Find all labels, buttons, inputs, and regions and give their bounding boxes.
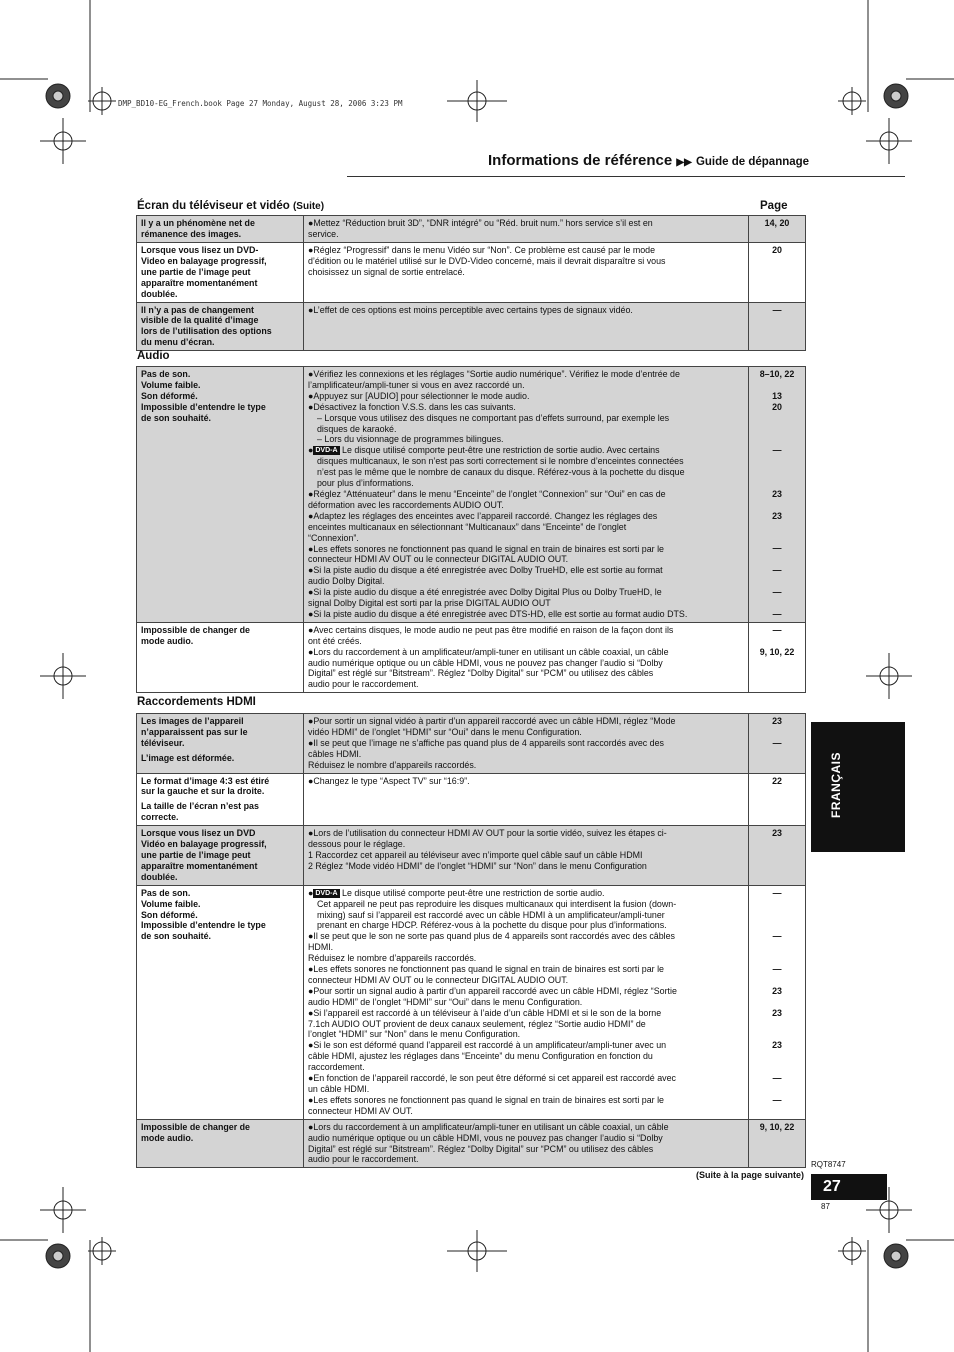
text-line: ●Avec certains disques, le mode audio ne peut pas être modifié en raison de la façon dont ils: [308, 624, 674, 635]
text-line: pour plus d’informations.: [317, 478, 414, 489]
text-line: connecteur HDMI AV OUT ou le connecteur DIGITAL AUDIO OUT.: [308, 974, 569, 985]
text-line: câbles HDMI.: [308, 748, 362, 759]
troubleshooting-table-audio: [136, 366, 806, 693]
text-line: audio numérique optique ou un câble HDMI, vous ne pouvez pas changer l’audio si “Dolby: [308, 1132, 663, 1143]
text-line: ●Réglez “Atténuateur” dans le menu “Enceinte” de l’onglet “Connexion” sur “Oui” en cas de: [308, 488, 666, 499]
page-ref: —: [749, 302, 806, 351]
page-ref: —: [772, 737, 782, 748]
text-line: une partie de l’image peut: [141, 849, 251, 860]
text-line: ●L’effet de ces options est moins perceptible avec certains types de signaux vidéo.: [308, 304, 633, 315]
crosshair-icon: [40, 653, 86, 699]
page-ref: 23: [772, 510, 782, 521]
page-ref: —: [772, 565, 782, 576]
table-row: [137, 885, 806, 1119]
text-line: mixing) sauf si l’appareil est raccordé avec un câble HDMI à un amplificateur/ampli-tuner: [317, 909, 665, 920]
text-line: ●Appuyez sur [AUDIO] pour sélectionner le mode audio.: [308, 390, 530, 401]
text-line: 7.1ch AUDIO OUT provient de deux canaux seulement, réglez “Sortie audio HDMI” de: [308, 1018, 646, 1029]
troubleshooting-table-ecran: [136, 215, 806, 351]
solution-cell: [304, 1119, 749, 1168]
text-line: d’édition ou le matériel utilisé sur le DVD-Video concerné, mais il devrait disparaître si vous: [308, 255, 666, 266]
problem-cell: [137, 1119, 304, 1168]
page-ref: —: [772, 887, 782, 898]
text-line: 1 Raccordez cet appareil au téléviseur avec n’importe quel câble sauf un câble HDMI: [308, 849, 643, 860]
page-ref-column: [749, 714, 806, 774]
table-row: [137, 367, 806, 623]
section-title-ecran: [137, 200, 324, 212]
problem-cell: [137, 885, 304, 1119]
crosshair-icon: [447, 80, 507, 122]
crosshair-icon: [866, 653, 912, 699]
page-ref: 23: [772, 488, 782, 499]
table-row: [137, 826, 806, 886]
table-row: [137, 1119, 806, 1168]
page-ref-column: [749, 367, 806, 623]
text-line: enceintes multicanaux en sélectionnant “Multicanaux” dans “Enceinte” de l’onglet: [308, 521, 627, 532]
text-line: ●Changez le type “Aspect TV” sur “16:9”.: [308, 775, 470, 786]
text-line: Il y a un phénomène net de: [141, 218, 255, 228]
text-line: – Lors du visionnage de programmes bilingues.: [317, 434, 504, 445]
text-line: Réduisez le nombre d’appareils raccordés.: [308, 953, 477, 964]
registration-mark-icon: [884, 84, 908, 108]
crosshair-icon: [88, 87, 116, 115]
crosshair-icon: [838, 87, 866, 115]
text-line: choisissez un signal de sortie entrelacé.: [308, 266, 465, 277]
text-line: ●Mettez “Réduction bruit 3D”, “DNR intégré” ou “Réd. bruit num.” hors service s’il est en: [308, 218, 653, 228]
text-line: Il n’y a pas de changement: [141, 304, 254, 315]
table-row: [137, 243, 806, 303]
text-line: Impossible de changer de: [141, 1121, 250, 1132]
text-line: ●Il se peut que l’image ne s’affiche pas quand plus de 4 appareils sont raccordés avec des: [308, 737, 664, 748]
text-line: ●Pour sortir un signal vidéo à partir d’un appareil raccordé avec un câble HDMI, réglez “Mode: [308, 716, 676, 726]
text-line: Digital” est réglé sur “Bitstream”. Réglez “Dolby Digital” sur “PCM” ou utilisez des câbles: [308, 1143, 654, 1154]
text-line: sur la gauche et sur la droite.: [141, 786, 265, 797]
dvd-audio-badge: DVD-A: [315, 447, 338, 455]
page-ref: —: [772, 586, 782, 597]
text-line: ●Désactivez la fonction V.S.S. dans les cas suivants.: [308, 401, 516, 412]
text-line: n’est pas le même que le nombre de canaux du disque. Référez-vous à la pochette du disque: [317, 467, 685, 478]
solution-cell: [304, 773, 749, 826]
problem-cell: [137, 714, 304, 774]
registration-mark-icon: [884, 1244, 908, 1268]
document-code: RQT8747: [811, 1160, 846, 1169]
page-column-label: Page: [760, 200, 788, 212]
header-subtitle: Guide de dépannage: [695, 156, 810, 168]
text-line: doublée.: [141, 288, 178, 299]
text-line: HDMI.: [308, 942, 334, 953]
text-line: disques de karaoké.: [317, 423, 397, 434]
text-line: ●Pour sortir un signal audio à partir d’un appareil raccordé avec un câble HDMI, réglez “Sortie: [308, 985, 677, 996]
solution-cell: [304, 367, 749, 623]
text-line: lors de l’utilisation des options: [141, 326, 272, 337]
page-ref: —: [772, 543, 782, 554]
section-title-audio: Audio: [137, 350, 170, 362]
page-ref: 22: [749, 773, 806, 826]
double-arrow-icon: ▶▶: [676, 157, 692, 168]
text-line: ●Les effets sonores ne fonctionnent pas quand le signal en train de binaires est sorti par le: [308, 543, 664, 554]
text-line: – Lorsque vous utilisez des disques ne comportant pas d’effets surround, par exemple les: [317, 412, 670, 423]
text-line: disques multicanaux, le son n’est pas sorti correctement si le nombre d’enceintes connectées: [317, 456, 684, 467]
problem-cell: [137, 622, 304, 692]
text-line: connecteur HDMI AV OUT ou le connecteur DIGITAL AUDIO OUT.: [308, 554, 569, 565]
page-ref: —: [772, 1094, 782, 1105]
page-ref: 23: [772, 985, 782, 996]
problem-cell: [137, 773, 304, 826]
section-title-text: Écran du téléviseur et vidéo: [137, 200, 290, 212]
text-line: Vidéo en balayage progressif,: [141, 839, 267, 850]
page-ref: 9, 10, 22: [759, 646, 795, 657]
solution-cell: [304, 243, 749, 303]
solution-line: ● DVD-A Le disque utilisé comporte peut-être une restriction de sortie audio. Avec certains: [308, 445, 660, 456]
text-line: déformation avec les raccordements AUDIO OUT.: [308, 499, 504, 510]
page-ref: —: [772, 624, 782, 635]
page-number-small: 87: [821, 1202, 830, 1211]
text-line: apparaître momentanément: [141, 860, 258, 871]
crosshair-icon: [40, 118, 86, 164]
text-line: ●Si la piste audio du disque a été enregistrée avec Dolby Digital Plus ou Dolby TrueHD, le: [308, 587, 662, 598]
page-ref: 9, 10, 22: [749, 1119, 806, 1168]
text-line: mode audio.: [141, 635, 194, 646]
problem-cell: [137, 302, 304, 351]
text-line: doublée.: [141, 871, 178, 882]
crosshair-icon: [40, 1187, 86, 1233]
text-line: audio Dolby Digital.: [308, 576, 385, 587]
page-ref-column: [749, 622, 806, 692]
text-line: audio HDMI” de l’onglet “HDMI” sur “Oui” dans le menu Configuration.: [308, 996, 583, 1007]
table-row: [137, 216, 806, 243]
text-line: ●Si le son est déformé quand l’appareil est raccordé à un amplificateur/ampli-tuner avec un: [308, 1040, 667, 1051]
text-line: l’amplificateur/ampli-tuner si vous en avez raccordé un.: [308, 379, 525, 390]
table-row: [137, 714, 806, 774]
text-line: dessous pour le réglage.: [308, 839, 406, 850]
text-line: câble HDMI, ajustez les réglages dans “Enceinte” du menu Configuration en fonction du: [308, 1051, 653, 1062]
page-ref: 23: [772, 1040, 782, 1051]
text-line: ●Lors du raccordement à un amplificateur/ampli-tuner en utilisant un câble coaxial, un câble: [308, 646, 669, 657]
text-line: téléviseur.: [141, 737, 185, 748]
text-line: Son déformé.: [141, 390, 198, 401]
text-line: Lorsque vous lisez un DVD-: [141, 245, 259, 255]
text-line: audio pour le raccordement.: [308, 679, 419, 690]
text-line: signal Dolby Digital est sorti par la prise DIGITAL AUDIO OUT: [308, 598, 551, 609]
page-ref: 20: [772, 401, 782, 412]
text-line: visible de la qualité d’image: [141, 315, 259, 326]
text-line: n’apparaissent pas sur le: [141, 726, 248, 737]
text-line: Son déformé.: [141, 909, 198, 920]
text-line: ●Réglez “Progressif” dans le menu Vidéo sur “Non”. Ce problème est causé par le mode: [308, 245, 656, 255]
text-line: Impossible d’entendre le type: [141, 401, 266, 412]
text-line: connecteur HDMI AV OUT.: [308, 1105, 413, 1116]
text-line: Video en balayage progressif,: [141, 255, 267, 266]
text-line: une partie de l’image peut: [141, 266, 251, 277]
dvd-audio-badge: DVD-A: [315, 889, 338, 897]
text-line: ●Si la piste audio du disque a été enregistrée avec Dolby TrueHD, elle est sortie au format: [308, 565, 663, 576]
text-line: rémanence des images.: [141, 228, 242, 239]
side-tab-label: FRANÇAIS: [829, 752, 843, 818]
page-ref: 23: [749, 826, 806, 886]
text-line: service.: [308, 228, 339, 239]
text-line: Le format d’image 4:3 est étiré: [141, 775, 270, 786]
text-line: Volume faible.: [141, 379, 201, 390]
text-line: Lorsque vous lisez un DVD: [141, 828, 256, 839]
text-line: raccordement.: [308, 1062, 365, 1073]
registration-mark-icon: [46, 1244, 70, 1268]
text-line: audio numérique optique ou un câble HDMI, vous ne pouvez pas changer l’audio si “Dolby: [308, 657, 663, 668]
text-line: Réduisez le nombre d’appareils raccordés.: [308, 759, 477, 770]
text-line: “Connexion”.: [308, 532, 359, 543]
text-line: Impossible d’entendre le type: [141, 920, 266, 931]
text-line: de son souhaité.: [141, 412, 212, 423]
page-ref: 8–10, 22: [759, 369, 795, 379]
page-ref: —: [772, 931, 782, 942]
page-ref: —: [772, 1072, 782, 1083]
text-line: ●Adaptez les réglages des enceintes avec l’appareil raccordé. Changez les réglages des: [308, 510, 658, 521]
text-line: prenant en charge HDCP. Référez-vous à la pochette du disque pour plus d’informations.: [317, 920, 667, 931]
text-line: audio pour le raccordement.: [308, 1154, 419, 1165]
page-ref: 23: [772, 716, 782, 726]
text-line: ●En fonction de l’appareil raccordé, le son peut être déformé si cet appareil est raccordé avec: [308, 1073, 676, 1084]
text-line: La taille de l’écran n’est pas: [141, 801, 259, 812]
book-file-line: DMP_BD10-EG_French.book Page 27 Monday, August 28, 2006 3:23 PM: [118, 99, 403, 108]
crosshair-icon: [447, 1230, 507, 1272]
page-ref: 20: [749, 243, 806, 303]
problem-cell: [137, 826, 304, 886]
page-ref: 23: [772, 1007, 782, 1018]
text-line: Pas de son.: [141, 887, 191, 898]
text-line: ont été créés.: [308, 635, 362, 646]
text-line: apparaître momentanément: [141, 277, 258, 288]
text-line: 2 Réglez “Mode vidéo HDMI” de l’onglet “HDMI” sur “Non” dans le menu Configuration: [308, 860, 647, 871]
text-line: ●Lors de l’utilisation du connecteur HDMI AV OUT pour la sortie vidéo, suivez les étapes ci-: [308, 828, 667, 839]
continued-note: (Suite à la page suivante): [695, 1170, 804, 1180]
solution-cell: [304, 826, 749, 886]
text-line: Cet appareil ne peut pas reproduire les disques multicanaux qui interdisent la fusion (down-: [317, 898, 677, 909]
text-line: ●Si la piste audio du disque a été enregistrée avec DTS-HD, elle est sortie au format audio DTS.: [308, 608, 688, 619]
text-line: Impossible de changer de: [141, 624, 250, 635]
text-line: ●Les effets sonores ne fonctionnent pas quand le signal en train de binaires est sorti par le: [308, 1094, 664, 1105]
table-row: [137, 622, 806, 692]
solution-cell: [304, 885, 749, 1119]
text-line: l’onglet “HDMI” sur “Non” dans le menu Configuration.: [308, 1029, 521, 1040]
page-header: [347, 150, 905, 177]
problem-cell: [137, 367, 304, 623]
solution-line: ● DVD-A Le disque utilisé comporte peut-être une restriction de sortie audio.: [308, 887, 605, 898]
text-line: ●Lors du raccordement à un amplificateur/ampli-tuner en utilisant un câble coaxial, un câble: [308, 1121, 669, 1132]
solution-cell: [304, 622, 749, 692]
registration-mark-icon: [46, 84, 70, 108]
page-ref: —: [772, 608, 782, 619]
section-title-hdmi: Raccordements HDMI: [137, 696, 256, 708]
text-line: du menu d’écran.: [141, 337, 215, 348]
crosshair-icon: [838, 1237, 866, 1265]
text-line: Digital” est réglé sur “Bitstream”. Réglez “Dolby Digital” sur “PCM” ou utilisez des câbles: [308, 668, 654, 679]
language-side-tab: [811, 722, 905, 852]
crosshair-icon: [88, 1237, 116, 1265]
text-line: L’image est déformée.: [141, 752, 235, 763]
solution-cell: [304, 216, 749, 243]
page-ref-column: [749, 885, 806, 1119]
text-line: mode audio.: [141, 1132, 194, 1143]
text-line: un câble HDMI.: [308, 1084, 370, 1094]
text-line: correcte.: [141, 812, 179, 823]
page-ref: 13: [772, 390, 782, 401]
text-line: ●Il se peut que le son ne sorte pas quand plus de 4 appareils sont raccordés avec des câbles: [308, 931, 675, 942]
text-line: Pas de son.: [141, 369, 191, 379]
text-line: ●Les effets sonores ne fonctionnent pas quand le signal en train de binaires est sorti par le: [308, 964, 664, 975]
table-row: [137, 302, 806, 351]
text-line: vidéo HDMI” de l’onglet “HDMI” sur “Oui” dans le menu Configuration.: [308, 726, 582, 737]
solution-cell: [304, 302, 749, 351]
header-title-group: [488, 152, 809, 169]
solution-cell: [304, 714, 749, 774]
problem-cell: [137, 243, 304, 303]
section-title-suffix: (Suite): [292, 201, 325, 212]
table-row: [137, 773, 806, 826]
text-line: ●Vérifiez les connexions et les réglages “Sortie audio numérique”. Vérifiez le mode d’entrée de: [308, 369, 680, 379]
text-line: Les images de l’appareil: [141, 716, 244, 726]
header-title: Informations de référence: [488, 152, 673, 169]
page-ref: —: [772, 445, 782, 456]
troubleshooting-table-hdmi: [136, 713, 806, 1168]
page-ref: —: [772, 963, 782, 974]
page-number: 27: [811, 1174, 887, 1200]
text-line: Volume faible.: [141, 898, 201, 909]
text-line: ●Si l’appareil est raccordé à un téléviseur à l’aide d’un câble HDMI et si le son de la borne: [308, 1007, 662, 1018]
text-line: de son souhaité.: [141, 931, 212, 942]
problem-cell: [137, 216, 304, 243]
page-ref: 14, 20: [749, 216, 806, 243]
